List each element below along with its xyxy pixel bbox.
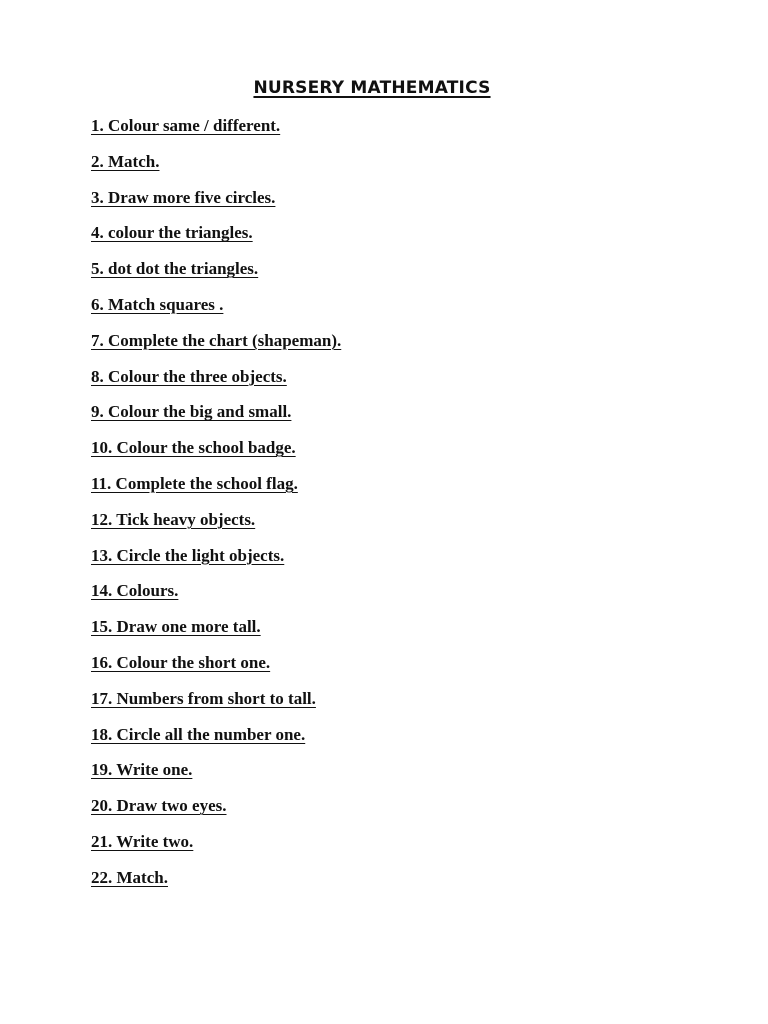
list-item-text: 6. Match squares . bbox=[91, 294, 224, 314]
page-title-text: NURSERY MATHEMATICS bbox=[253, 78, 491, 98]
list-item bbox=[91, 796, 341, 832]
list-item bbox=[91, 331, 341, 367]
list-item bbox=[91, 402, 341, 438]
list-item bbox=[91, 259, 341, 295]
page-title bbox=[0, 78, 744, 98]
list-item bbox=[91, 581, 341, 617]
list-item bbox=[91, 474, 341, 510]
list-item-text: 3. Draw more five circles. bbox=[91, 187, 276, 207]
list-item-text: 21. Write two. bbox=[91, 831, 194, 851]
list-item-text: 20. Draw two eyes. bbox=[91, 796, 227, 816]
task-list bbox=[91, 116, 341, 904]
list-item bbox=[91, 438, 341, 474]
list-item bbox=[91, 689, 341, 725]
list-item bbox=[91, 546, 341, 582]
list-item bbox=[91, 510, 341, 546]
list-item bbox=[91, 188, 341, 224]
list-item-text: 12. Tick heavy objects. bbox=[91, 509, 256, 529]
list-item-text: 15. Draw one more tall. bbox=[91, 617, 261, 637]
list-item-text: 13. Circle the light objects. bbox=[91, 545, 285, 565]
list-item-text: 17. Numbers from short to tall. bbox=[91, 688, 316, 708]
list-item-text: 19. Write one. bbox=[91, 760, 193, 780]
list-item bbox=[91, 760, 341, 796]
list-item bbox=[91, 367, 341, 403]
list-item bbox=[91, 617, 341, 653]
list-item-text: 1. Colour same / different. bbox=[91, 116, 281, 135]
list-item-text: 8. Colour the three objects. bbox=[91, 366, 287, 386]
list-item bbox=[91, 152, 341, 188]
list-item bbox=[91, 116, 341, 152]
list-item-text: 18. Circle all the number one. bbox=[91, 724, 306, 744]
list-item bbox=[91, 832, 341, 868]
list-item-text: 5. dot dot the triangles. bbox=[91, 259, 259, 279]
list-item-text: 7. Complete the chart (shapeman). bbox=[91, 330, 342, 350]
list-item-text: 2. Match. bbox=[91, 151, 160, 171]
list-item-text: 10. Colour the school badge. bbox=[91, 438, 296, 458]
list-item-text: 9. Colour the big and small. bbox=[91, 402, 292, 422]
list-item-text: 4. colour the triangles. bbox=[91, 223, 253, 243]
list-item-text: 16. Colour the short one. bbox=[91, 652, 271, 672]
list-item-text: 11. Complete the school flag. bbox=[91, 473, 298, 493]
list-item bbox=[91, 295, 341, 331]
list-item bbox=[91, 725, 341, 761]
list-item bbox=[91, 653, 341, 689]
list-item-text: 22. Match. bbox=[91, 867, 168, 887]
list-item bbox=[91, 868, 341, 904]
list-item bbox=[91, 223, 341, 259]
list-item-text: 14. Colours. bbox=[91, 581, 179, 601]
